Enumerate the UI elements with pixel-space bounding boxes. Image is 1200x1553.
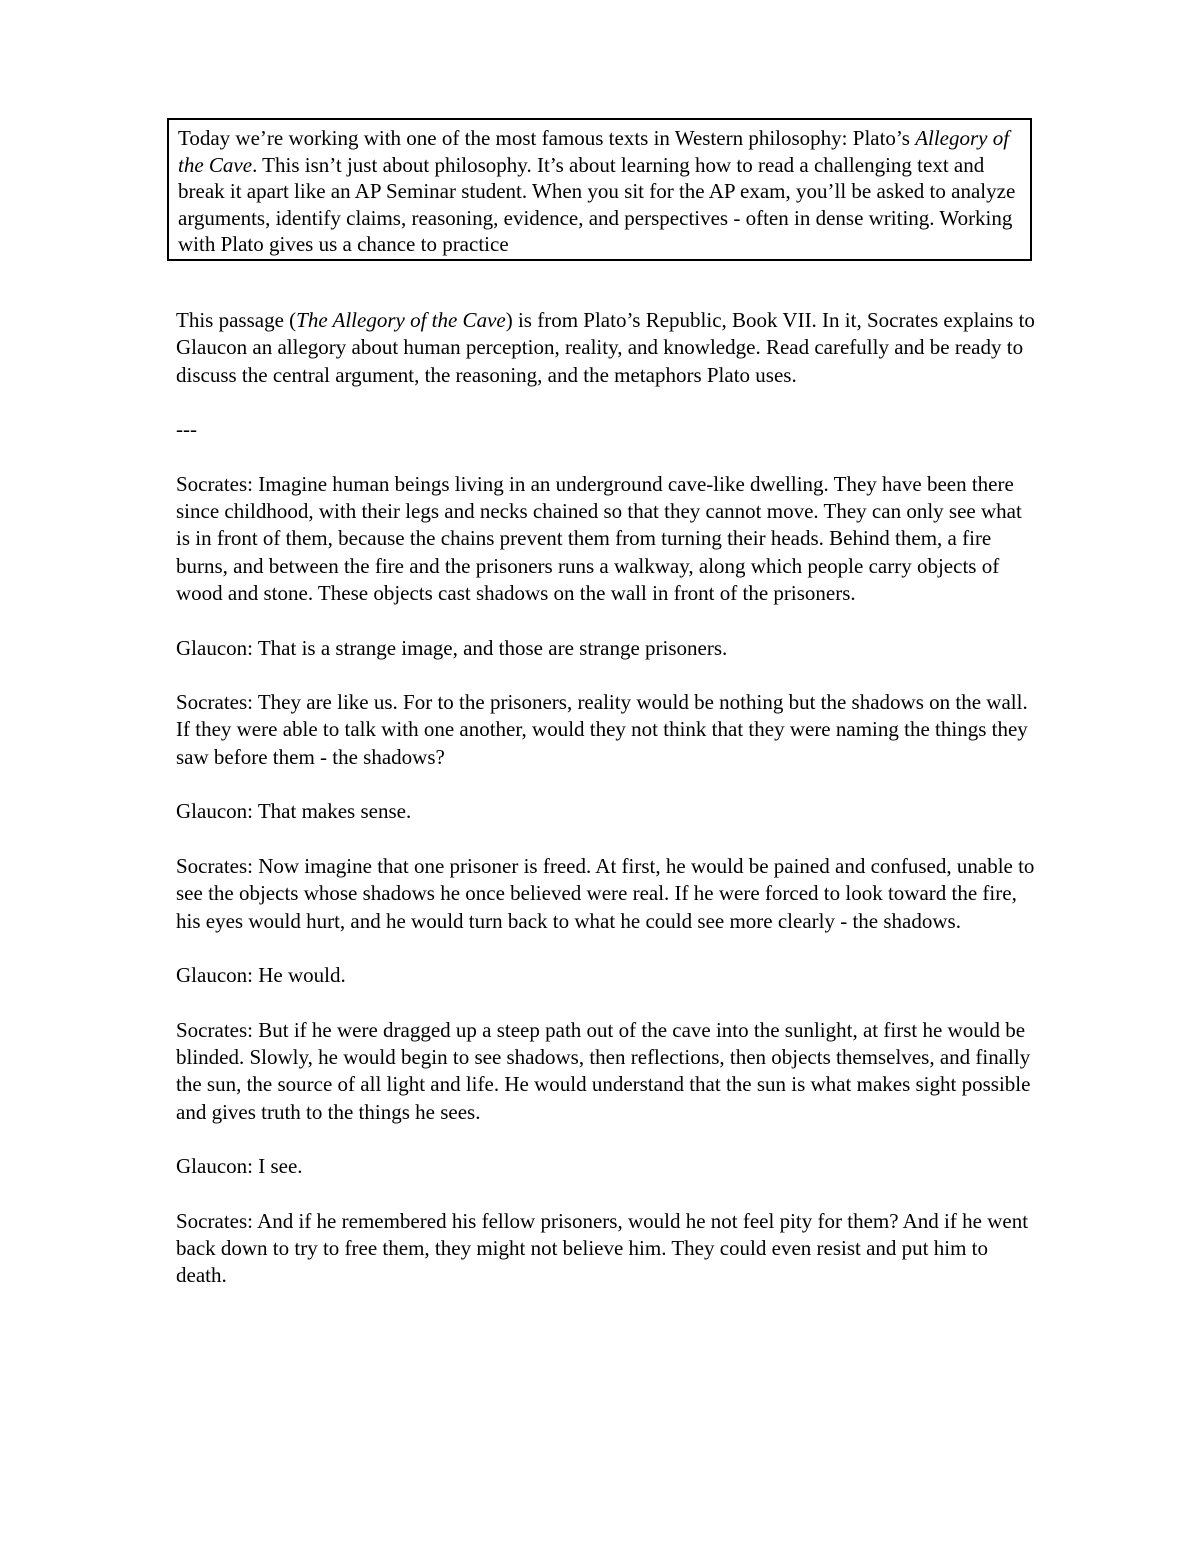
dialogue-line-socrates-2: Socrates: They are like us. For to the prisoners, reality would be nothing but the shadows on the wall. If they were able to talk with one another, would they not think that they were naming the things they saw before them - the shadows?: [176, 690, 1028, 769]
passage-intro-after: ) is from Plato’s Republic, Book VII. In it, Socrates explains to Glaucon an allegory about human perception, reality, and knowledge. Read carefully and be ready to discuss the central argument, the reasoning, and the metaphors Plato uses.: [176, 308, 1035, 387]
dialogue-line-glaucon-2: Glaucon: That makes sense.: [176, 799, 412, 824]
intro-text-part1: Today we’re working with one of the most famous texts in Western philosophy: Plato’s: [178, 126, 916, 150]
dialogue-line-socrates-4: Socrates: But if he were dragged up a steep path out of the cave into the sunlight, at first he would be blinded. Slowly, he would begin to see shadows, then reflections, then objects themselves, and finally the sun, the source of all light and life. He would understand that the sun is what makes sight possible and gives truth to the things he sees.: [176, 1017, 1031, 1124]
intro-text-box: [167, 118, 1032, 261]
dialogue-line-socrates-3: Socrates: Now imagine that one prisoner is freed. At first, he would be pained and confused, unable to see the objects whose shadows he once believed were real. If he were forced to look toward the fire, his eyes would hurt, and he would turn back to what he could see more clearly - the shadows.: [176, 853, 1035, 933]
separator: ---: [176, 417, 197, 442]
passage-intro-paragraph: [176, 307, 1036, 389]
passage-title-italic: The Allegory of the Cave: [296, 308, 506, 332]
intro-text-part2: . This isn’t just about philosophy. It’s about learning how to read a challenging text and break it apart like an AP Seminar student. When you sit for the AP exam, you’ll be asked to analyze arguments, identify claims, reasoning, evidence, and perspectives - often in dense writing. Working with Plato gives us a chance to practice: [178, 152, 1016, 256]
intro-paragraph: [178, 125, 1022, 258]
passage-body: [176, 307, 1036, 1317]
passage-intro-before: This passage (: [176, 308, 297, 332]
dialogue-line-glaucon-1: Glaucon: That is a strange image, and those are strange prisoners.: [176, 635, 728, 660]
dialogue-line-socrates-1: Socrates: Imagine human beings living in an underground cave-like dwelling. They have been there since childhood, with their legs and necks chained so that they cannot move. They can only see what is in front of them, because the chains prevent them from turning their heads. Behind them, a fire burns, and between the fire and the prisoners runs a walkway, along which people carry objects of wood and stone. These objects cast shadows on the wall in front of the prisoners.: [176, 471, 1022, 605]
intro-title-italic: Allegory of the Cave: [178, 126, 1010, 177]
dialogue-line-socrates-5: Socrates: And if he remembered his fellow prisoners, would he not feel pity for them? And if he went back down to try to free them, they might not believe him. They could even resist and put him to death.: [176, 1208, 1029, 1288]
dialogue-line-glaucon-4: Glaucon: I see.: [176, 1154, 303, 1179]
dialogue-line-glaucon-3: Glaucon: He would.: [176, 963, 346, 988]
